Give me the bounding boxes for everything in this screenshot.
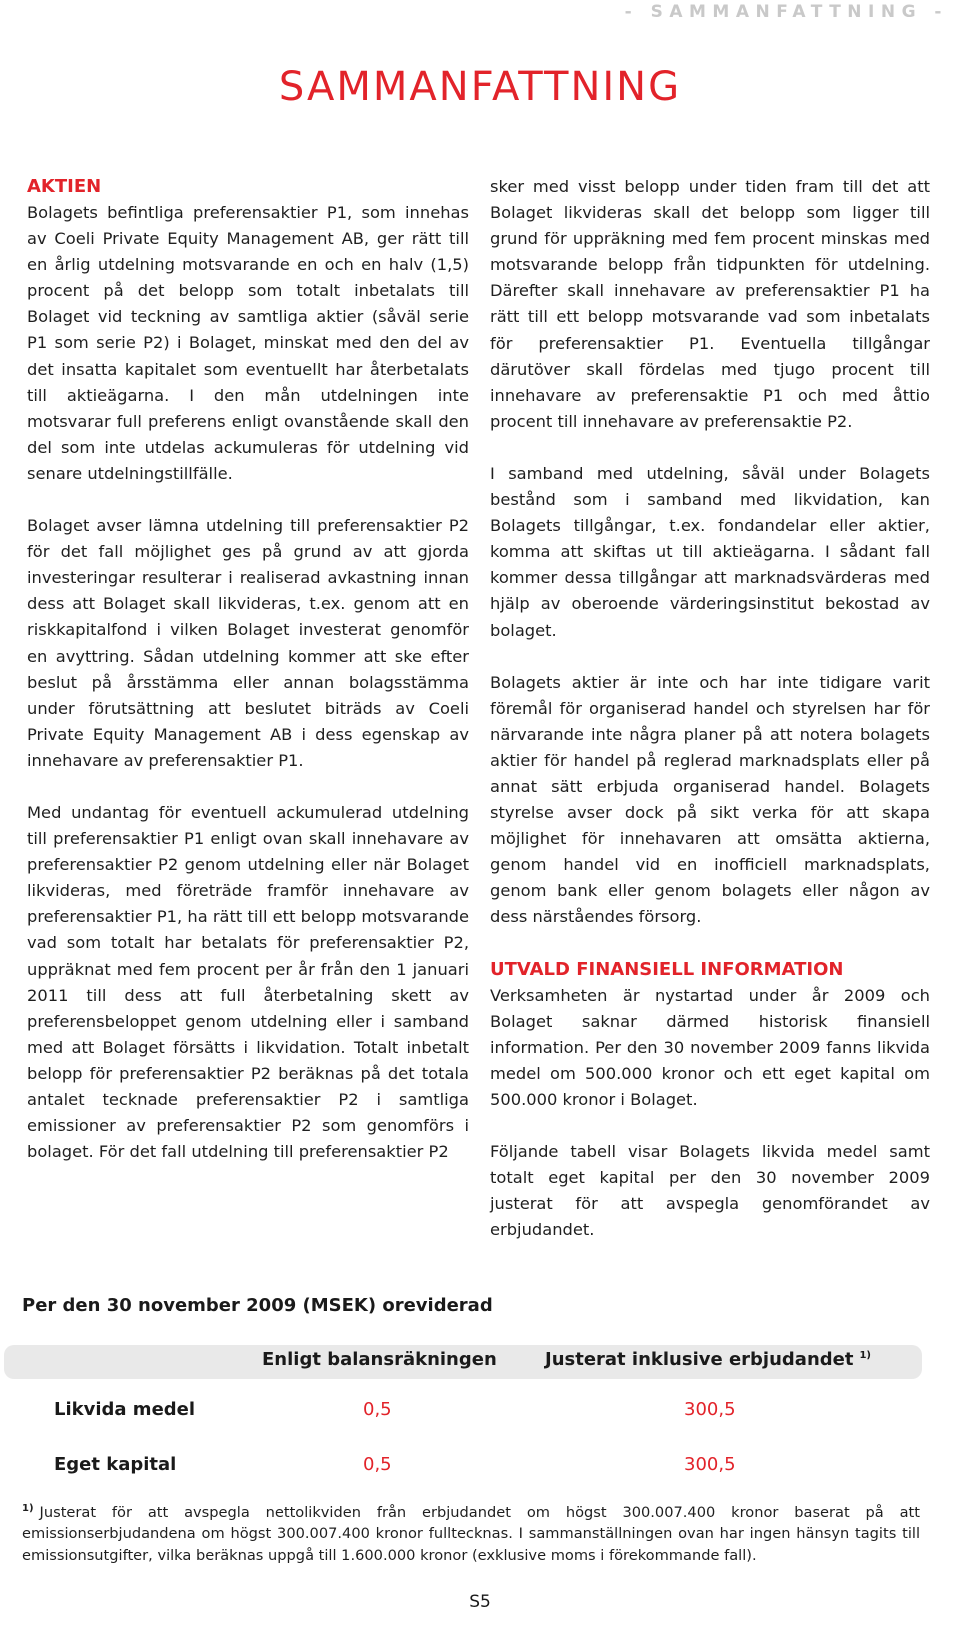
left-column	[27, 174, 469, 1165]
column-header-adjusted	[545, 1349, 871, 1370]
paragraph: Med undantag för eventuell ackumulerad utdelning till preferensaktier P1 enligt ovan skall innehavare av preferensaktier P2 genom utdelning eller när Bolaget likvideras, med företräde framför innehavare av preferensaktier P1, ha rätt till ett belopp motsvarande vad som totalt har betalats för preferensaktier P2, uppräknat med fem procent per år från den 1 januari 2011 till dess att full återbetalning skett av preferensbeloppet genom utdelning eller i samband med att Bolaget försätts i likvidation. Totalt inbetalt belopp för preferensaktier P2 beräknas på det totala antalet tecknade preferensaktier P2 i samtliga emissioner av preferensaktier P2 som genomförs i bolaget. För det fall utdelning till preferensaktier P2	[27, 802, 469, 1162]
section-heading-aktien: AKTIEN	[27, 176, 102, 197]
paragraph: Bolagets aktier är inte och har inte tidigare varit föremål för organiserad handel och styrelsen har för närvarande inte några planer på att notera bolagets aktier för handel på reglerad marknadsplats eller på annat sätt erbjuda organiserad handel. Bolagets styrelse avser dock på sikt verka för att skapa möjlighet för innehavaren att omsätta aktierna, genom handel vid en inofficiell marknadsplats, genom bank eller genom bolagets eller någon av dess närståendes försorg.	[490, 672, 930, 927]
cell-adjusted-likvida-medel: 300,5	[684, 1399, 736, 1420]
cell-balance-eget-kapital: 0,5	[363, 1454, 392, 1475]
footnote-mark: 1)	[22, 1503, 34, 1514]
footnote-text: Justerat för att avspegla nettolikviden från erbjudandet om högst 300.007.400 kronor baserat på att emissionserbjudandena om högst 300.007.400 kronor fulltecknas. I sammanställningen ovan har ingen hänsyn tagits till emissionsutgifter, vilka beräknas uppgå till 1.600.000 kronor (exklusive moms i förekommande fall).	[22, 1503, 920, 1564]
table-header-row	[4, 1345, 922, 1379]
paragraph: Bolagets befintliga preferensaktier P1, som innehas av Coeli Private Equity Management AB, ger rätt till en årlig utdelning motsvarande en och en halv (1,5) procent på det belopp som totalt inbetalats till Bolaget vid teckning av samtliga aktier (såväl serie P1 som serie P2) i Bolaget, minskat med den del av det insatta kapitalet som eventuellt har återbetalats till aktieägarna. I den mån utdelningen inte motsvarar full preferens enligt ovanstående skall den del som inte utdelas ackumuleras för utdelning vid senare utdelningstillfälle.	[27, 203, 469, 483]
paragraph: Följande tabell visar Bolagets likvida medel samt totalt eget kapital per den 30 november 2009 justerat för att avspegla genomförandet av erbjudandet.	[490, 1142, 930, 1240]
cell-adjusted-eget-kapital: 300,5	[684, 1454, 736, 1475]
running-head: - SAMMANFATTNING -	[624, 2, 948, 22]
column-header-adjusted-label: Justerat inklusive erbjudandet	[545, 1349, 854, 1370]
column-header-balance: Enligt balansräkningen	[262, 1349, 497, 1370]
paragraph: sker med visst belopp under tiden fram till det att Bolaget likvideras skall det belopp som ligger till grund för uppräkning med fem procent minskas med motsvarande belopp från tidpunkten för utdelning. Därefter skall innehavare av preferensaktier P1 ha rätt till ett belopp motsvarande vad som inbetalats för preferensaktier P1. Eventuella tillgångar därutöver skall fördelas med tjugo procent till innehavare av preferensaktie P1 och med åttio procent till innehavare av preferensaktie P2.	[490, 177, 930, 431]
row-label-eget-kapital: Eget kapital	[54, 1454, 177, 1475]
section-heading-financial-info: UTVALD FINANSIELL INFORMATION	[490, 958, 844, 980]
footnote-reference: 1)	[859, 1350, 871, 1361]
paragraph: I samband med utdelning, såväl under Bolagets bestånd som i samband med likvidation, kan Bolagets tillgångar, t.ex. fondandelar eller aktier, komma att skiftas ut till aktieägarna. I sådant fall kommer dessa tillgångar att marknadsvärderas med hjälp av oberoende värderingsinstitut bekostad av bolaget.	[490, 463, 930, 640]
footnote	[22, 1498, 920, 1566]
cell-balance-likvida-medel: 0,5	[363, 1399, 392, 1420]
page-title: SAMMANFATTNING	[278, 64, 682, 110]
paragraph: Verksamheten är nystartad under år 2009 och Bolaget saknar därmed historisk finansiell information. Per den 30 november 2009 fanns likvida medel om 500.000 kronor och ett eget kapital om 500.000 kronor i Bolaget.	[490, 985, 930, 1109]
page-number: S5	[469, 1592, 491, 1612]
right-column	[490, 174, 930, 1243]
paragraph: Bolaget avser lämna utdelning till preferensaktier P2 för det fall möjlighet ges på grund av att gjorda investeringar resulterar i realiserad avkastning innan dess att Bolaget skall likvideras, t.ex. genom att en riskkapitalfond i vilken Bolaget investerat genomför en avyttring. Sådan utdelning kommer att ske efter beslut på årsstämma eller annan bolagsstämma under förutsättning att beslutet biträds av Coeli Private Equity Management AB i dess egenskap av innehavare av preferensaktier P1.	[27, 516, 469, 770]
table-caption: Per den 30 november 2009 (MSEK) oreviderad	[22, 1295, 493, 1316]
row-label-likvida-medel: Likvida medel	[54, 1399, 196, 1420]
